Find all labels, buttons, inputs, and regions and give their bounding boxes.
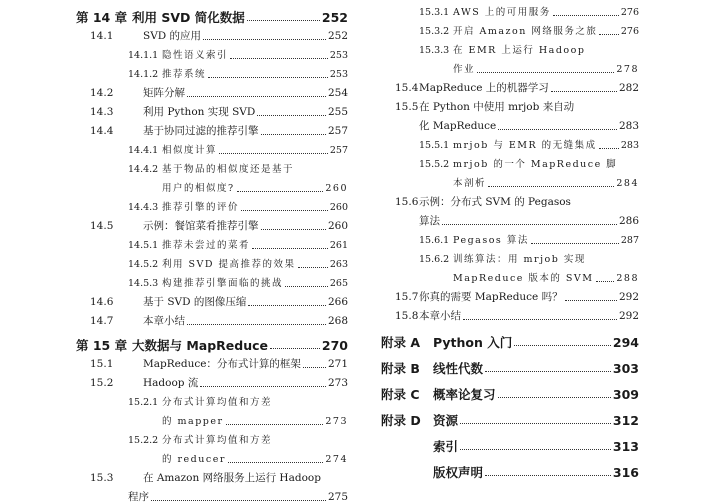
toc-appendix-entry[interactable] (381, 375, 639, 401)
entry-title: Hadoop 流 (143, 377, 199, 389)
entry-number: 15.5.2 (419, 159, 450, 170)
page-number: 257 (329, 145, 348, 156)
toc-entry[interactable] (76, 371, 348, 390)
entry-title: 程序 (128, 491, 149, 503)
leader-dots (488, 186, 614, 187)
page-number: 276 (620, 26, 639, 37)
page-number: 273 (325, 416, 348, 427)
entry-number: 第 14 章 (76, 10, 128, 25)
toc-entry[interactable] (76, 43, 348, 62)
leader-dots (599, 34, 618, 35)
page-number: 252 (327, 30, 348, 42)
toc-entry[interactable] (76, 157, 348, 176)
entry-title: SVD 的应用 (143, 30, 202, 42)
entry-title: 矩阵分解 (143, 87, 185, 99)
entry-title: 示例：餐馆菜肴推荐引擎 (143, 220, 259, 232)
entry-number: 14.5.3 (128, 278, 159, 289)
page-number: 260 (327, 220, 348, 232)
entry-title: 利用 SVD 简化数据 (132, 10, 245, 25)
entry-title: 本章小结 (143, 315, 185, 327)
toc-entry[interactable] (76, 390, 348, 409)
leader-dots (151, 500, 326, 501)
page-number: 283 (620, 140, 639, 151)
entry-title: 本章小结 (419, 310, 461, 322)
leader-dots (485, 475, 611, 476)
toc-appendix-entry[interactable] (381, 323, 639, 349)
page-number: 261 (329, 240, 348, 251)
entry-number: 附录 C (381, 387, 420, 402)
entry-number: 15.3.1 (419, 7, 450, 18)
leader-dots (531, 243, 619, 244)
entry-title: Python 入门 (433, 335, 513, 350)
leader-dots (298, 267, 328, 268)
entry-title: 本剖析 (453, 178, 487, 189)
toc-entry[interactable] (381, 38, 639, 57)
page-number: 278 (616, 64, 639, 75)
leader-dots (261, 134, 326, 135)
entry-number: 14.1.2 (128, 69, 159, 80)
entry-number: 14.4.3 (128, 202, 159, 213)
leader-dots (463, 319, 617, 320)
toc-entry[interactable] (381, 76, 639, 95)
entry-number: 第 15 章 (76, 338, 128, 353)
leader-dots (285, 286, 328, 287)
entry-number: 14.4.2 (128, 164, 159, 175)
page-number: 288 (616, 273, 639, 284)
toc-entry[interactable] (381, 228, 639, 247)
toc-entry-continuation[interactable] (381, 171, 639, 190)
page-number: 270 (321, 338, 348, 353)
leader-dots (187, 324, 326, 325)
leader-dots (200, 386, 326, 387)
toc-entry-continuation[interactable] (381, 114, 639, 133)
entry-number: 14.6 (90, 296, 114, 308)
page-number: 265 (329, 278, 348, 289)
toc-entry[interactable] (76, 428, 348, 447)
entry-title: 利用 SVD 提高推荐的效果 (162, 259, 296, 270)
entry-title: 索引 (433, 439, 459, 454)
entry-number: 14.5.1 (128, 240, 159, 251)
entry-title: 推荐未尝过的菜肴 (162, 240, 251, 251)
entry-title: 在 Amazon 网络服务上运行 Hadoop (143, 472, 321, 484)
entry-number: 附录 B (381, 361, 420, 376)
page-number: 282 (618, 82, 639, 94)
entry-number: 15.2.2 (128, 435, 159, 446)
leader-dots (226, 424, 324, 425)
leader-dots (553, 15, 619, 16)
toc-chapter-heading[interactable] (76, 328, 348, 352)
entry-number: 附录 D (381, 413, 421, 428)
entry-title: 在 EMR 上运行 Hadoop (453, 45, 586, 56)
page-number: 253 (329, 69, 348, 80)
entry-title: 你真的需要 MapReduce 吗？ (419, 291, 563, 303)
leader-dots (219, 153, 328, 154)
toc-entry[interactable] (381, 285, 639, 304)
page-number: 309 (612, 387, 639, 402)
page-number: 254 (327, 87, 348, 99)
toc-entry[interactable] (381, 247, 639, 266)
toc-entry[interactable] (381, 19, 639, 38)
entry-number: 15.1 (90, 358, 114, 370)
toc-entry-continuation[interactable] (76, 485, 348, 504)
page-number: 276 (620, 7, 639, 18)
leader-dots (228, 462, 323, 463)
toc-appendix-entry[interactable] (381, 349, 639, 375)
leader-dots (241, 210, 328, 211)
entry-title: 示例：分布式 SVM 的 Pegasos (419, 196, 571, 208)
entry-number: 15.2 (90, 377, 114, 389)
entry-title: 推荐引擎的评价 (162, 202, 240, 213)
toc-entry[interactable] (76, 214, 348, 233)
entry-number: 14.4 (90, 125, 114, 137)
leader-dots (498, 397, 611, 398)
page-number: 260 (329, 202, 348, 213)
page-number: 313 (612, 439, 639, 454)
page-number: 292 (618, 310, 639, 322)
toc-left-column (76, 0, 348, 504)
leader-dots (477, 72, 614, 73)
leader-dots (248, 305, 326, 306)
page-number: 283 (618, 120, 639, 132)
leader-dots (261, 229, 326, 230)
toc-entry-continuation[interactable] (76, 447, 348, 466)
leader-dots (237, 191, 324, 192)
entry-number: 14.4.1 (128, 145, 159, 156)
entry-number: 14.5 (90, 220, 114, 232)
page-number: 268 (327, 315, 348, 327)
entry-number: 14.2 (90, 87, 114, 99)
toc-entry[interactable] (381, 304, 639, 323)
entry-title: 基于协同过滤的推荐引擎 (143, 125, 259, 137)
toc-entry[interactable] (381, 152, 639, 171)
entry-number: 15.3.3 (419, 45, 450, 56)
toc-entry[interactable] (76, 290, 348, 309)
page-number: 292 (618, 291, 639, 303)
leader-dots (551, 91, 617, 92)
toc-entry[interactable] (76, 309, 348, 328)
entry-number: 附录 A (381, 335, 421, 350)
leader-dots (208, 77, 328, 78)
entry-title: Pegasos 算法 (453, 235, 529, 246)
entry-number: 15.6.1 (419, 235, 450, 246)
page-number: 294 (612, 335, 639, 350)
entry-title: MapReduce 版本的 SVM (453, 273, 594, 284)
toc-entry[interactable] (381, 0, 639, 19)
toc-chapter-heading[interactable] (76, 0, 348, 24)
page-number: 286 (618, 215, 639, 227)
entry-title: 的 mapper (162, 416, 224, 427)
page-number: 273 (327, 377, 348, 389)
entry-title: 作业 (453, 64, 476, 75)
leader-dots (230, 58, 328, 59)
entry-number: 15.6 (395, 196, 419, 208)
leader-dots (203, 39, 326, 40)
page-number: 287 (620, 235, 639, 246)
page-number: 260 (325, 183, 348, 194)
page-number: 316 (612, 465, 639, 480)
entry-number: 14.5.2 (128, 259, 159, 270)
entry-number: 15.5.1 (419, 140, 450, 151)
entry-number: 15.6.2 (419, 254, 450, 265)
entry-number: 14.1 (90, 30, 114, 42)
entry-number: 15.3.2 (419, 26, 450, 37)
entry-title: 利用 Python 实现 SVD (143, 106, 256, 118)
page-number: 303 (612, 361, 639, 376)
toc-entry[interactable] (76, 195, 348, 214)
entry-number: 15.4 (395, 82, 419, 94)
toc-entry[interactable] (76, 62, 348, 81)
page-number: 257 (327, 125, 348, 137)
leader-dots (460, 449, 611, 450)
entry-number: 15.5 (395, 101, 419, 113)
toc-entry[interactable] (76, 352, 348, 371)
entry-number: 15.3 (90, 472, 114, 484)
toc-entry-continuation[interactable] (381, 266, 639, 285)
entry-title: 算法 (419, 215, 440, 227)
toc-appendix-entry[interactable] (381, 427, 639, 453)
entry-title: MapReduce 上的机器学习 (419, 82, 549, 94)
leader-dots (514, 345, 611, 346)
leader-dots (596, 281, 615, 282)
leader-dots (257, 115, 326, 116)
page-number: 271 (327, 358, 348, 370)
entry-number: 14.1.1 (128, 50, 159, 61)
leader-dots (442, 224, 617, 225)
entry-title: 分布式计算均值和方差 (162, 435, 273, 446)
leader-dots (270, 348, 320, 349)
toc-entry[interactable] (76, 271, 348, 290)
entry-title: 开启 Amazon 网络服务之旅 (453, 26, 598, 37)
leader-dots (187, 96, 326, 97)
toc-entry[interactable] (76, 466, 348, 485)
toc-entry[interactable] (76, 81, 348, 100)
page-number: 266 (327, 296, 348, 308)
toc-appendix-entry[interactable] (381, 453, 639, 479)
entry-title: 概率论复习 (433, 387, 496, 402)
toc-entry-continuation[interactable] (76, 176, 348, 195)
toc-appendix-entry[interactable] (381, 401, 639, 427)
toc-entry-continuation[interactable] (381, 57, 639, 76)
toc-entry[interactable] (76, 24, 348, 43)
entry-number: 15.7 (395, 291, 419, 303)
toc-entry[interactable] (76, 119, 348, 138)
toc-right-column (381, 0, 639, 479)
entry-title: 推荐系统 (162, 69, 207, 80)
entry-title: 化 MapReduce (419, 120, 497, 132)
leader-dots (247, 20, 320, 21)
entry-number: 15.2.1 (128, 397, 159, 408)
entry-title: 版权声明 (433, 465, 484, 480)
entry-title: 在 Python 中使用 mrjob 来自动 (419, 101, 575, 113)
leader-dots (498, 129, 617, 130)
toc-entry[interactable] (381, 133, 639, 152)
entry-title: 相似度计算 (162, 145, 218, 156)
leader-dots (599, 148, 619, 149)
entry-title: AWS 上的可用服务 (453, 7, 551, 18)
entry-title: 基于 SVD 的图像压缩 (143, 296, 247, 308)
toc-entry[interactable] (76, 252, 348, 271)
leader-dots (303, 367, 326, 368)
entry-title: 基于物品的相似度还是基于 (162, 164, 295, 175)
entry-title: 训练算法：用 mrjob 实现 (453, 254, 586, 265)
entry-title: 的 reducer (162, 454, 226, 465)
page-number: 255 (327, 106, 348, 118)
entry-number: 15.8 (395, 310, 419, 322)
toc-entry-continuation[interactable] (381, 209, 639, 228)
entry-title: 用户的相似度? (162, 183, 235, 194)
entry-title: 构建推荐引擎面临的挑战 (162, 278, 284, 289)
entry-number: 14.7 (90, 315, 114, 327)
toc-entry-continuation[interactable] (76, 409, 348, 428)
toc-entry[interactable] (76, 233, 348, 252)
page-number: 284 (616, 178, 639, 189)
entry-title: 线性代数 (433, 361, 484, 376)
toc-entry[interactable] (76, 138, 348, 157)
entry-title: 资源 (433, 413, 459, 428)
leader-dots (252, 248, 328, 249)
entry-title: MapReduce：分布式计算的框架 (143, 358, 301, 370)
leader-dots (485, 371, 611, 372)
leader-dots (565, 300, 617, 301)
page-number: 274 (325, 454, 348, 465)
page-number: 252 (321, 10, 348, 25)
entry-number: 14.3 (90, 106, 114, 118)
entry-title: mrjob 与 EMR 的无缝集成 (453, 140, 597, 151)
page-number: 263 (329, 259, 348, 270)
entry-title: 分布式计算均值和方差 (162, 397, 273, 408)
toc-entry[interactable] (381, 95, 639, 114)
page-number: 275 (327, 491, 348, 503)
toc-entry[interactable] (381, 190, 639, 209)
page-number: 312 (612, 413, 639, 428)
toc-entry[interactable] (76, 100, 348, 119)
entry-title: mrjob 的一个 MapReduce 脚 (453, 159, 618, 170)
leader-dots (460, 423, 611, 424)
entry-title: 隐性语义索引 (162, 50, 229, 61)
page-number: 253 (329, 50, 348, 61)
entry-title: 大数据与 MapReduce (132, 338, 269, 353)
